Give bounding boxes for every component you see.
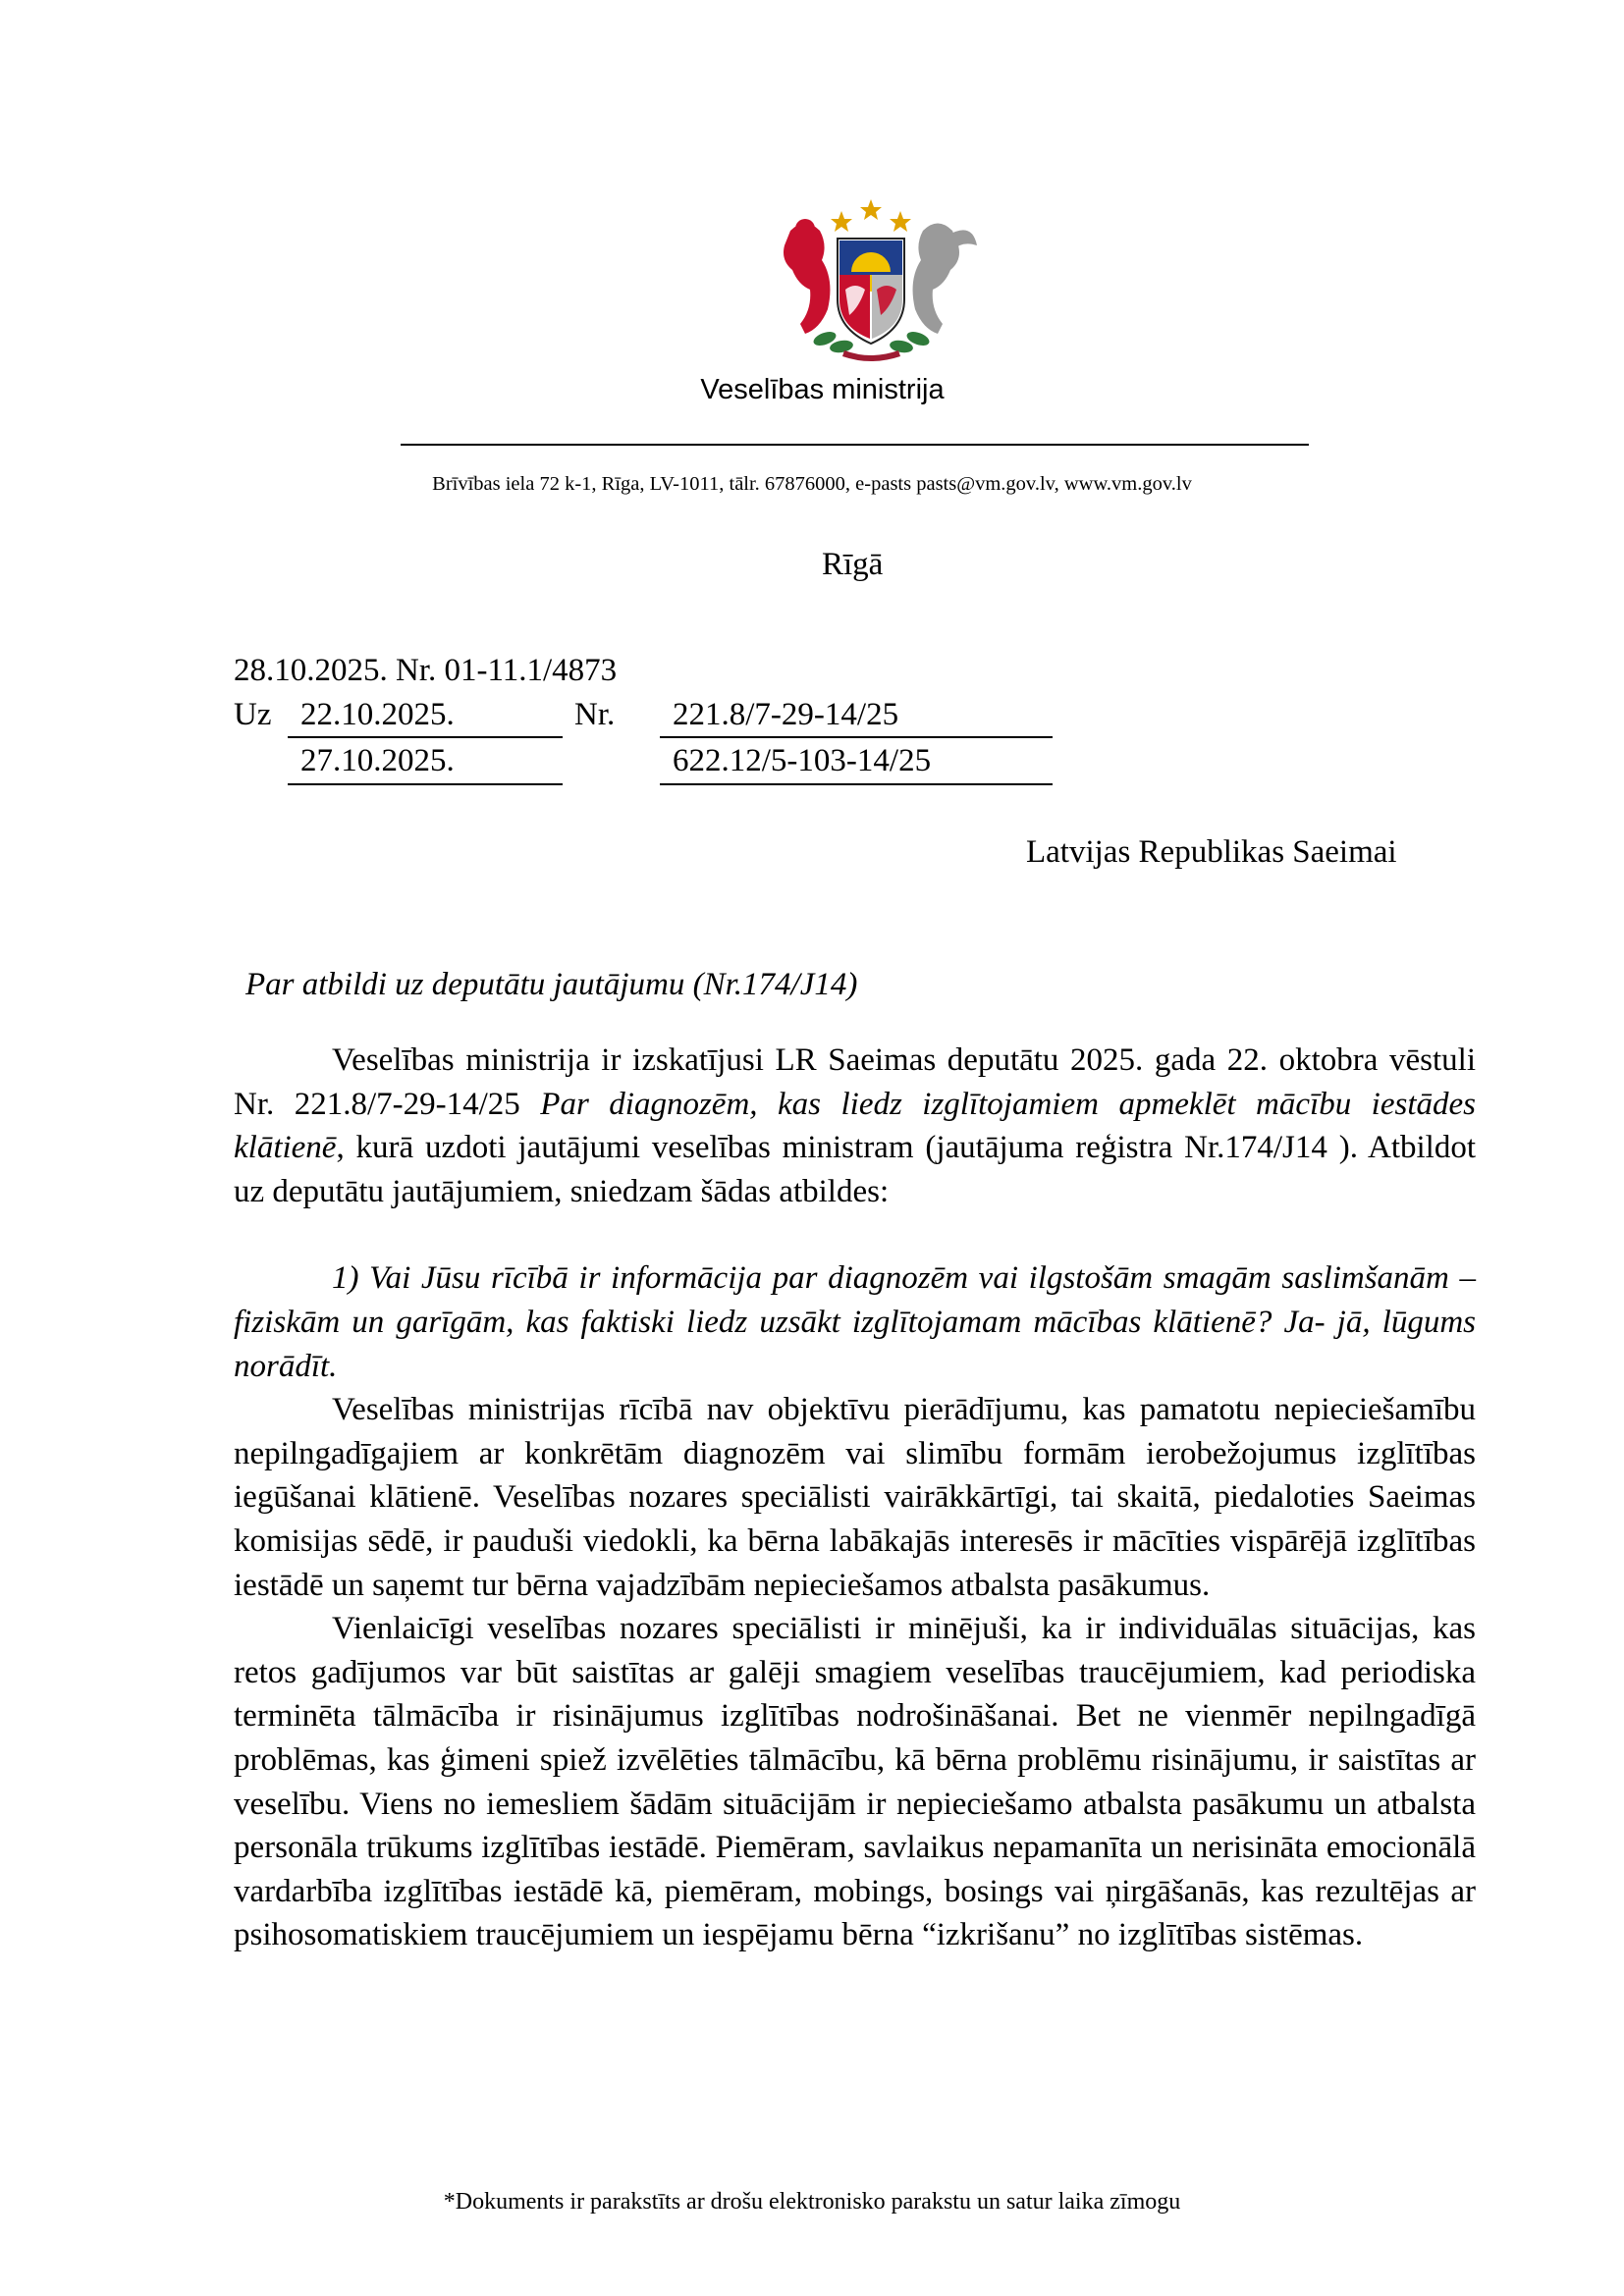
ministry-address: Brīvības iela 72 k-1, Rīga, LV-1011, tālr. 67876000, e-pasts pasts@vm.gov.lv, www.vm.gov.lv xyxy=(432,473,1192,495)
griffin-supporter xyxy=(913,224,977,335)
ministry-name: Veselības ministrija xyxy=(700,374,945,405)
paragraph-intro-letter-title: Par diagnozēm, kas liedz izglītojamiem apmeklēt mācību iestādes klātienē xyxy=(234,1086,1476,1166)
reference-number-1: 221.8/7-29-14/25 xyxy=(673,697,899,732)
reference-number-2: 622.12/5-103-14/25 xyxy=(673,743,932,778)
paragraph-intro xyxy=(234,1039,1476,1213)
letter-subject: Par atbildi uz deputātu jautājumu (Nr.174/J14) xyxy=(245,967,858,1002)
paragraph-answer-1: Veselības ministrijas rīcībā nav objektīvu pierādījumu, kas pamatotu nepieciešamību nepilngadīgajiem ar konkrētām diagnozēm vai slimību formām ierobežojumus izglītības iegūšanai klātienē. Veselības nozares speciālisti vairākkārtīgi, tai skaitā, piedaloties Saeimas komisijas sēdē, ir pauduši viedokli, ka bērna labākajās interesēs ir mācīties vispārējā izglītības iestādē un saņemt tur bērna vajadzībām nepieciešamos atbalsta pasākumus. xyxy=(234,1392,1476,1603)
paragraph-answer-2: Vienlaicīgi veselības nozares speciālisti ir minējuši, ka ir individuālas situācijas, kas retos gadījumos var būt saistītas ar galēji smagiem veselības traucējumiem, kad periodiska terminēta tālmācība ir risinājumus izglītības nodrošināšanai. Bet ne vienmēr nepilngadīgā problēmas, kas ģimeni spiež izvēlēties tālmācību, kā bērna problēmu risinājumu, ir saistītas ar veselību. Viens no iemesliem šādām situācijām ir nepieciešamo atbalsta pasākumu un atbalsta personāla trūkums izglītības iestādē. Piemēram, savlaikus nepamanīta un nerisināta emocionālā vardarbība izglītības iestādē kā, piemēram, mobings, bosings vai ņirgāšanās, kas rezultējas ar psihosomatiskiem traucējumiem un iespējamu bērna “izkrišanu” no izglītības sistēmas. xyxy=(234,1611,1476,1953)
recipient: Latvijas Republikas Saeimai xyxy=(1026,834,1397,870)
reference-date-2: 27.10.2025. xyxy=(300,743,455,778)
paragraph-intro-text-a: Veselības ministrija ir izskatījusi LR Saeimas deputātu 2025. gada 22. oktobra vēstuli Nr. 221.8/7-29-14/25 xyxy=(234,1042,1476,1122)
reference-number-1-underline xyxy=(660,736,1053,738)
uz-label: Uz xyxy=(234,697,272,732)
shield xyxy=(838,239,904,344)
reference-date-1-underline xyxy=(288,736,563,738)
document-number: 28.10.2025. Nr. 01-11.1/4873 xyxy=(234,653,618,688)
reference-date-1: 22.10.2025. xyxy=(300,697,455,732)
header-divider xyxy=(401,444,1309,446)
paragraph-intro-text-b: , kurā uzdoti jautājumi veselības ministram (jautājuma reģistra Nr.174/J14 ). Atbildot uz deputātu jautājumiem, sniedzam šādas atbildes: xyxy=(234,1130,1476,1209)
reference-date-2-underline xyxy=(288,783,563,785)
coat-of-arms xyxy=(751,191,992,363)
lion-supporter xyxy=(784,219,830,334)
stars xyxy=(831,199,911,232)
reference-number-2-underline xyxy=(660,783,1053,785)
signature-notice: *Dokuments ir parakstīts ar drošu elektronisko parakstu un satur laika zīmogu xyxy=(443,2189,1181,2215)
nr-label: Nr. xyxy=(574,697,616,732)
city: Rīgā xyxy=(822,547,884,582)
question-1: 1) Vai Jūsu rīcībā ir informācija par diagnozēm vai ilgstošām smagām saslimšanām – fiziskām un garīgām, kas faktiski liedz uzsākt izglītojamam mācības klātienē? Ja- jā, lūgums norādīt. xyxy=(234,1260,1476,1384)
letter-body xyxy=(234,1039,1476,1957)
ribbon xyxy=(842,350,900,361)
